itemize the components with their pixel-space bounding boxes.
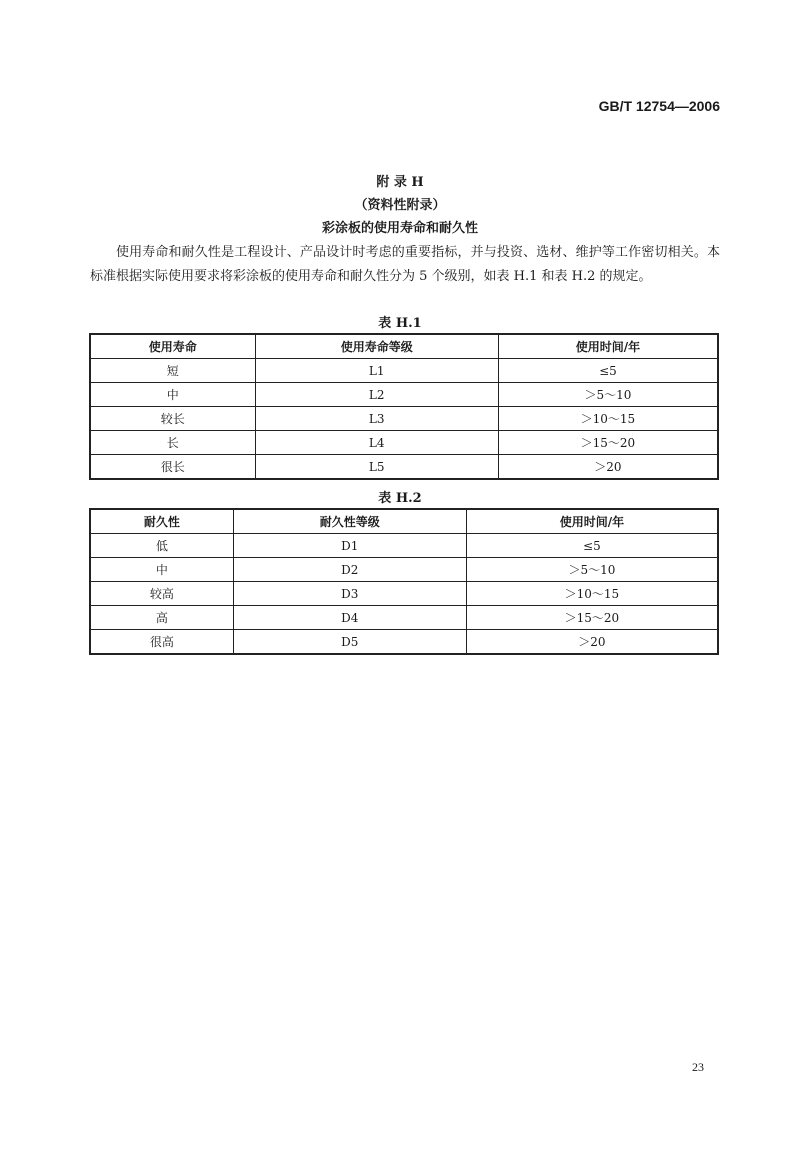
table-cell: 很高 [90,630,233,655]
table-cell: 中 [90,558,233,582]
column-header: 使用寿命等级 [255,334,498,359]
table-cell: D5 [233,630,466,655]
table-cell: ＞5～10 [498,383,718,407]
table-cell: ＞15～20 [466,606,718,630]
table-cell: ≤5 [466,534,718,558]
table-row [90,431,718,455]
column-header: 使用时间/年 [498,334,718,359]
table-row [90,455,718,480]
table-caption: 表 H.2 [378,491,422,506]
table-cell: D1 [233,534,466,558]
column-header: 使用时间/年 [466,509,718,534]
column-header: 耐久性等级 [233,509,466,534]
table-cell: 高 [90,606,233,630]
page-number: 23 [692,1060,704,1074]
appendix-subtitle: （资料性附录） [354,198,446,213]
table-cell: L2 [255,383,498,407]
table-caption: 表 H.1 [378,316,422,331]
body-paragraph: 使用寿命和耐久性是工程设计、产品设计时考虑的重要指标，并与投资、选材、维护等工作密切相关。本标准根据实际使用要求将彩涂板的使用寿命和耐久性分为 5 个级别，如表 H.1 和表 H.2 的规定。 [90,245,720,284]
table-cell: D2 [233,558,466,582]
table-row [90,407,718,431]
table-cell: 较长 [90,407,255,431]
standard-number: GB/T 12754—2006 [598,98,720,114]
table-cell: 短 [90,359,255,383]
table-cell: ＞5～10 [466,558,718,582]
table-cell: L1 [255,359,498,383]
table-row [90,606,718,630]
table-row [90,558,718,582]
table-row [90,534,718,558]
table-cell: ≤5 [498,359,718,383]
table-row [90,383,718,407]
table-cell: 低 [90,534,233,558]
table-cell: 较高 [90,582,233,606]
table-header-row [90,509,718,534]
table-cell: D4 [233,606,466,630]
table-cell: L5 [255,455,498,480]
table-row [90,359,718,383]
table-cell: L4 [255,431,498,455]
column-header: 耐久性 [90,509,233,534]
table-h1 [89,333,719,480]
table-cell: 长 [90,431,255,455]
table-cell: 很长 [90,455,255,480]
appendix-heading: 彩涂板的使用寿命和耐久性 [321,221,478,236]
column-header: 使用寿命 [90,334,255,359]
table-cell: L3 [255,407,498,431]
table-cell: 中 [90,383,255,407]
table-cell: ＞10～15 [498,407,718,431]
table-h2 [89,508,719,655]
appendix-title: 附 录 H [376,175,424,190]
table-cell: D3 [233,582,466,606]
table-row [90,630,718,655]
table-cell: ＞20 [498,455,718,480]
table-cell: ＞15～20 [498,431,718,455]
table-cell: ＞20 [466,630,718,655]
table-header-row [90,334,718,359]
table-row [90,582,718,606]
table-cell: ＞10～15 [466,582,718,606]
